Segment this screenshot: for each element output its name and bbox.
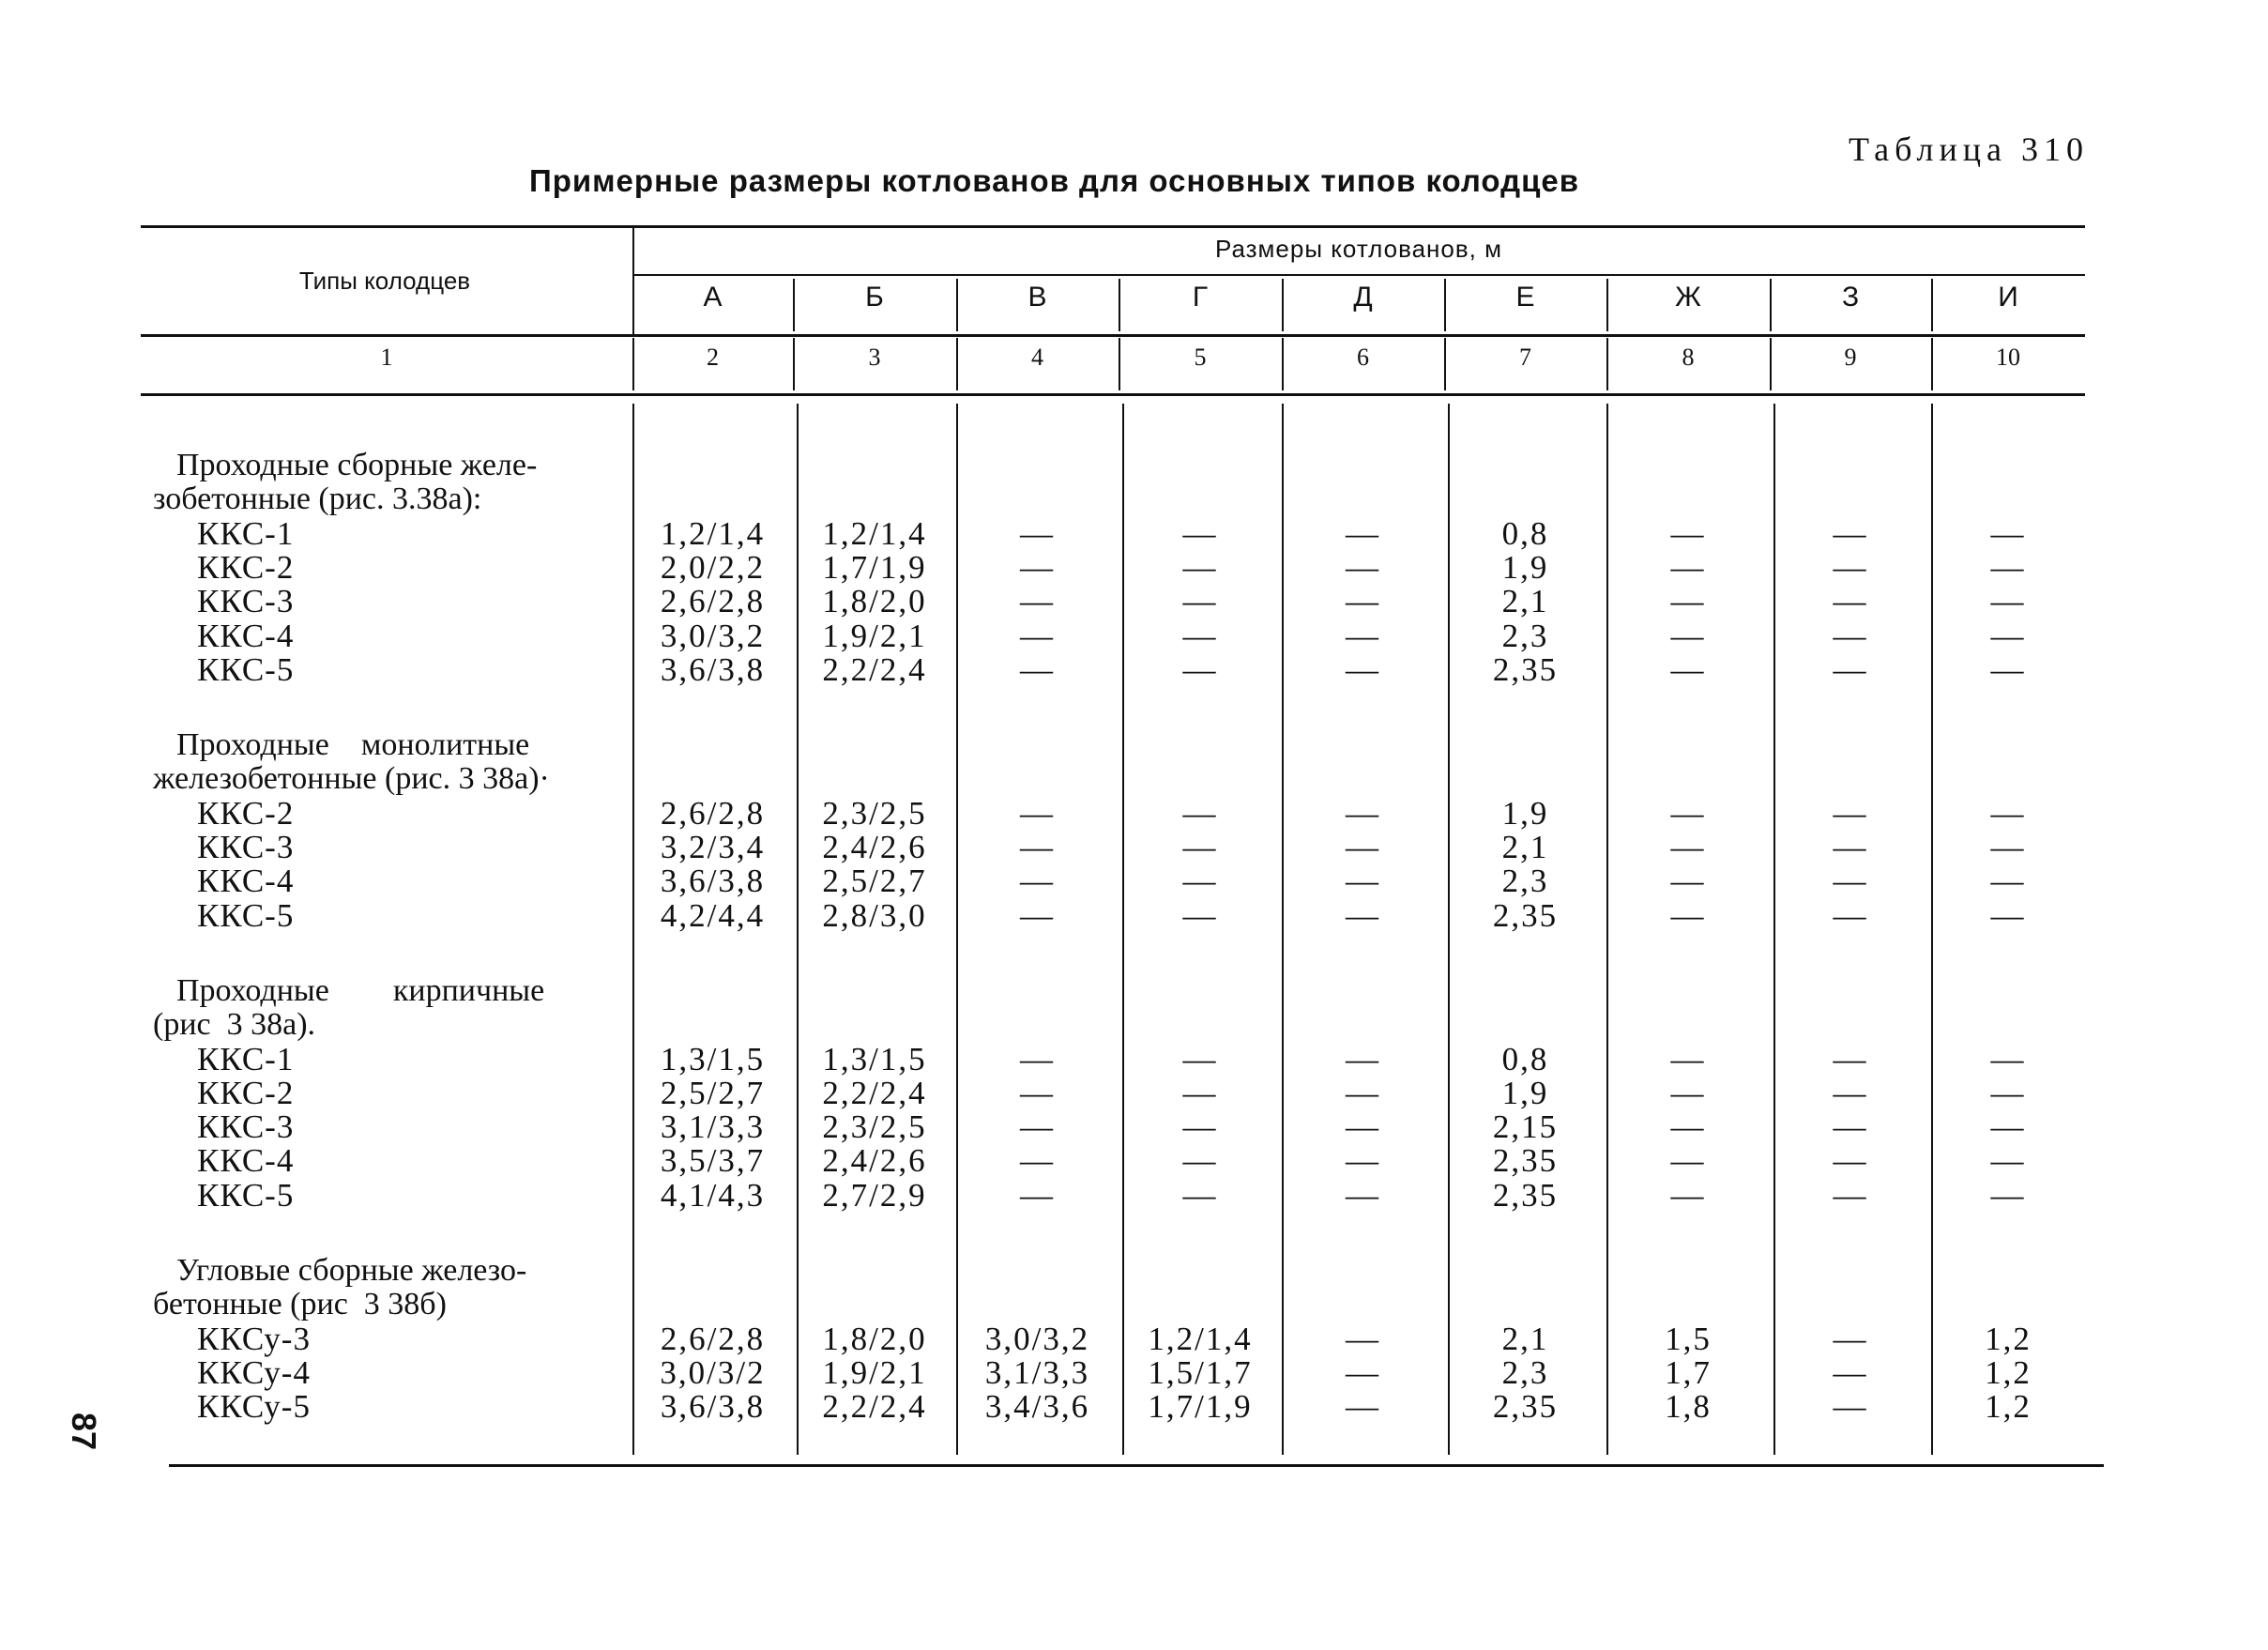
row-value: 2,7/2,9 [822, 1176, 927, 1214]
group-title: Угловые сборные железо- [176, 1253, 527, 1288]
row-value: 1,9/2,1 [822, 1353, 927, 1391]
row-type-name: ККСу-4 [197, 1353, 311, 1391]
table-label: Таблица 310 [1849, 130, 2089, 168]
row-value: 1,7 [1665, 1353, 1712, 1391]
row-value: — [1670, 1142, 1706, 1180]
row-value: 2,4/2,6 [822, 829, 927, 865]
row-type-name: ККСу-3 [197, 1320, 311, 1357]
row-value: — [1020, 794, 1055, 832]
row-value: — [1670, 1176, 1706, 1214]
row-value: — [1670, 863, 1706, 900]
row-value: — [1346, 829, 1380, 865]
column-letter: Б [865, 282, 884, 313]
column-letter: Ж [1675, 282, 1701, 313]
row-value: 2,1 [1501, 1320, 1549, 1357]
row-value: — [1990, 1176, 2026, 1214]
row-value: 1,3/1,5 [822, 1040, 927, 1077]
row-value: — [1346, 794, 1380, 832]
row-value: — [1670, 548, 1706, 586]
row-type-name: ККСу-5 [197, 1388, 311, 1426]
row-value: 1,9 [1501, 548, 1549, 586]
column-number: 4 [1031, 344, 1043, 371]
column-number: 6 [1357, 344, 1369, 371]
row-value: 1,2/1,4 [1148, 1320, 1253, 1357]
row-type-name: ККС-5 [197, 896, 295, 934]
row-value: — [1020, 896, 1055, 934]
header-group: Размеры котлованов, м [1214, 235, 1503, 263]
row-value: — [1990, 863, 2026, 900]
rule-group-header [632, 274, 2085, 276]
row-type-name: ККС-4 [197, 1142, 295, 1180]
column-number: 7 [1519, 344, 1531, 371]
row-value: — [1182, 1142, 1218, 1180]
row-value: 1,2 [1985, 1388, 2032, 1426]
column-number: 10 [1996, 344, 2020, 371]
row-value: 1,7/1,9 [1148, 1388, 1253, 1426]
row-value: 3,0/3,2 [660, 617, 766, 654]
row-value: 2,3/2,5 [822, 794, 927, 832]
row-value: — [1990, 617, 2026, 654]
row-value: — [1182, 617, 1218, 654]
row-value: — [1833, 617, 1868, 654]
column-letter: З [1841, 282, 1860, 313]
row-value: — [1020, 650, 1055, 688]
row-value: — [1020, 1040, 1055, 1077]
column-letter: Д [1353, 282, 1373, 313]
row-value: — [1833, 863, 1868, 900]
row-value: 4,2/4,4 [660, 896, 766, 934]
row-value: — [1346, 650, 1380, 688]
row-value: — [1182, 548, 1218, 586]
row-type-name: ККС-5 [197, 1176, 295, 1214]
group-title: (рис 3 38а). [153, 1007, 316, 1043]
row-value: 2,35 [1492, 1388, 1559, 1426]
row-value: 1,8/2,0 [822, 583, 927, 620]
row-value: — [1833, 650, 1868, 688]
row-value: 1,8 [1665, 1388, 1712, 1426]
row-value: — [1833, 794, 1868, 832]
row-value: 1,5/1,7 [1148, 1353, 1253, 1391]
row-value: — [1990, 1142, 2026, 1180]
row-value: 2,5/2,7 [822, 863, 927, 900]
row-value: — [1346, 583, 1380, 620]
rule-numbers-bottom [141, 393, 2085, 396]
row-value: 1,2/1,4 [822, 514, 927, 552]
row-value: 2,3/2,5 [822, 1108, 927, 1146]
row-value: — [1990, 514, 2026, 552]
row-type-name: ККС-2 [197, 1074, 295, 1111]
column-number: 8 [1682, 344, 1695, 371]
row-value: 2,35 [1492, 650, 1559, 688]
row-value: — [1346, 1388, 1380, 1426]
row-value: — [1346, 863, 1380, 900]
row-value: — [1346, 617, 1380, 654]
row-value: — [1833, 1074, 1868, 1111]
row-value: — [1833, 896, 1868, 934]
row-value: 1,9 [1501, 794, 1549, 832]
row-value: — [1182, 1108, 1218, 1146]
column-letter: И [1998, 282, 2018, 313]
row-value: 2,6/2,8 [660, 1320, 766, 1357]
row-value: — [1833, 1142, 1868, 1180]
row-value: — [1990, 1074, 2026, 1111]
row-value: — [1346, 1176, 1380, 1214]
row-value: — [1346, 896, 1380, 934]
row-value: 2,8/3,0 [822, 896, 927, 934]
column-number: 9 [1844, 344, 1857, 371]
row-value: — [1990, 829, 2026, 865]
row-value: 2,2/2,4 [822, 650, 927, 688]
row-type-name: ККС-5 [197, 650, 295, 688]
row-type-name: ККС-3 [197, 829, 295, 865]
column-letter: Г [1192, 282, 1209, 313]
row-value: — [1833, 1040, 1868, 1077]
rule-top [141, 225, 2085, 228]
row-value: 1,9/2,1 [822, 617, 927, 654]
row-value: 1,5 [1665, 1320, 1712, 1357]
group-title: Проходные монолитные [176, 727, 530, 763]
page-number: 87 [65, 1413, 103, 1451]
row-value: — [1833, 1388, 1868, 1426]
row-value: — [1020, 863, 1055, 900]
row-value: — [1346, 1353, 1380, 1391]
row-value: — [1182, 650, 1218, 688]
row-value: — [1833, 548, 1868, 586]
row-value: — [1020, 548, 1055, 586]
row-type-name: ККС-3 [197, 1108, 295, 1146]
row-value: 1,2 [1985, 1320, 2032, 1357]
row-value: 3,0/3,2 [984, 1320, 1090, 1357]
row-value: 3,0/3/2 [660, 1353, 766, 1391]
row-value: — [1182, 863, 1218, 900]
row-value: 3,1/3,3 [660, 1108, 766, 1146]
group-title: зобетонные (рис. 3.38а): [153, 481, 482, 517]
group-title: Проходные кирпичные [176, 972, 545, 1008]
row-value: 1,2/1,4 [660, 514, 766, 552]
row-value: — [1833, 1353, 1868, 1391]
row-value: — [1020, 583, 1055, 620]
row-type-name: ККС-1 [197, 514, 295, 552]
column-letter: В [1027, 282, 1047, 313]
column-letter: Е [1515, 282, 1535, 313]
row-value: — [1833, 1108, 1868, 1146]
row-value: — [1670, 1074, 1706, 1111]
row-value: — [1182, 794, 1218, 832]
row-value: — [1990, 583, 2026, 620]
row-type-name: ККС-4 [197, 617, 295, 654]
row-value: 2,3 [1501, 863, 1549, 900]
row-value: — [1670, 617, 1706, 654]
row-value: — [1182, 583, 1218, 620]
row-value: 4,1/4,3 [660, 1176, 766, 1214]
row-value: 2,4/2,6 [822, 1142, 927, 1180]
column-letter: А [703, 282, 723, 313]
row-value: 3,6/3,8 [660, 650, 766, 688]
row-value: 2,35 [1492, 1176, 1559, 1214]
row-value: 0,8 [1501, 514, 1549, 552]
row-value: — [1346, 1074, 1380, 1111]
row-type-name: ККС-3 [197, 583, 295, 620]
row-value: — [1346, 1142, 1380, 1180]
row-value: — [1670, 583, 1706, 620]
row-value: 3,5/3,7 [660, 1142, 766, 1180]
row-value: 2,2/2,4 [822, 1388, 927, 1426]
row-value: 1,3/1,5 [660, 1040, 766, 1077]
row-value: — [1020, 1108, 1055, 1146]
rule-header-bottom [141, 334, 2085, 337]
column-number: 3 [868, 344, 881, 371]
header-first-column: Типы колодцев [298, 267, 471, 295]
row-type-name: ККС-2 [197, 548, 295, 586]
row-value: 2,35 [1492, 1142, 1559, 1180]
row-value: 3,6/3,8 [660, 1388, 766, 1426]
row-value: — [1182, 1176, 1218, 1214]
row-value: — [1990, 650, 2026, 688]
row-value: — [1990, 794, 2026, 832]
row-value: 1,9 [1501, 1074, 1549, 1111]
row-value: — [1833, 1320, 1868, 1357]
column-number: 1 [380, 344, 393, 371]
row-value: — [1020, 1142, 1055, 1180]
group-title: бетонные (рис 3 38б) [153, 1287, 447, 1322]
row-value: 1,8/2,0 [822, 1320, 927, 1357]
group-title: железобетонные (рис. 3 38а)· [153, 761, 550, 797]
row-value: — [1990, 896, 2026, 934]
row-value: — [1182, 829, 1218, 865]
row-value: 3,1/3,3 [984, 1353, 1090, 1391]
group-title: Проходные сборные желе- [176, 448, 538, 482]
row-value: 3,6/3,8 [660, 863, 766, 900]
row-value: 2,5/2,7 [660, 1074, 766, 1111]
row-value: 3,2/3,4 [660, 829, 766, 865]
row-value: — [1670, 794, 1706, 832]
row-value: — [1346, 1040, 1380, 1077]
row-value: — [1990, 1108, 2026, 1146]
row-value: 2,6/2,8 [660, 794, 766, 832]
row-value: — [1833, 829, 1868, 865]
row-value: — [1182, 896, 1218, 934]
row-value: — [1020, 514, 1055, 552]
row-value: — [1833, 514, 1868, 552]
row-value: — [1833, 583, 1868, 620]
row-type-name: ККС-1 [197, 1040, 295, 1077]
row-value: — [1346, 514, 1380, 552]
row-value: — [1833, 1176, 1868, 1214]
row-value: — [1346, 548, 1380, 586]
row-value: 2,15 [1492, 1108, 1559, 1146]
row-value: 1,7/1,9 [822, 548, 927, 586]
rule-bottom [169, 1464, 2104, 1467]
row-value: 2,1 [1501, 829, 1549, 865]
row-value: — [1020, 829, 1055, 865]
row-value: — [1990, 1040, 2026, 1077]
row-value: 2,3 [1501, 1353, 1549, 1391]
column-number: 2 [707, 344, 719, 371]
row-value: 2,1 [1501, 583, 1549, 620]
row-value: 2,35 [1492, 896, 1559, 934]
row-value: 0,8 [1501, 1040, 1549, 1077]
column-number: 5 [1194, 344, 1207, 371]
row-value: 2,3 [1501, 617, 1549, 654]
row-value: — [1182, 514, 1218, 552]
table-title [0, 163, 2268, 199]
row-value: 2,2/2,4 [822, 1074, 927, 1111]
row-value: 1,2 [1985, 1353, 2032, 1391]
table-title-text: Примерные размеры котлованов для основных типов колодцев [528, 163, 1580, 198]
row-type-name: ККС-2 [197, 794, 295, 832]
row-value: — [1990, 548, 2026, 586]
row-value: — [1346, 1108, 1380, 1146]
row-value: — [1670, 896, 1706, 934]
row-value: — [1182, 1074, 1218, 1111]
row-value: — [1670, 650, 1706, 688]
row-value: — [1020, 1074, 1055, 1111]
row-value: — [1670, 1040, 1706, 1077]
row-value: — [1182, 1040, 1218, 1077]
row-value: — [1670, 514, 1706, 552]
row-value: — [1670, 1108, 1706, 1146]
row-value: — [1020, 1176, 1055, 1214]
row-value: 2,0/2,2 [660, 548, 766, 586]
row-value: 2,6/2,8 [660, 583, 766, 620]
row-value: — [1670, 829, 1706, 865]
row-value: 3,4/3,6 [984, 1388, 1090, 1426]
row-value: — [1346, 1320, 1380, 1357]
row-type-name: ККС-4 [197, 863, 295, 900]
row-value: — [1020, 617, 1055, 654]
